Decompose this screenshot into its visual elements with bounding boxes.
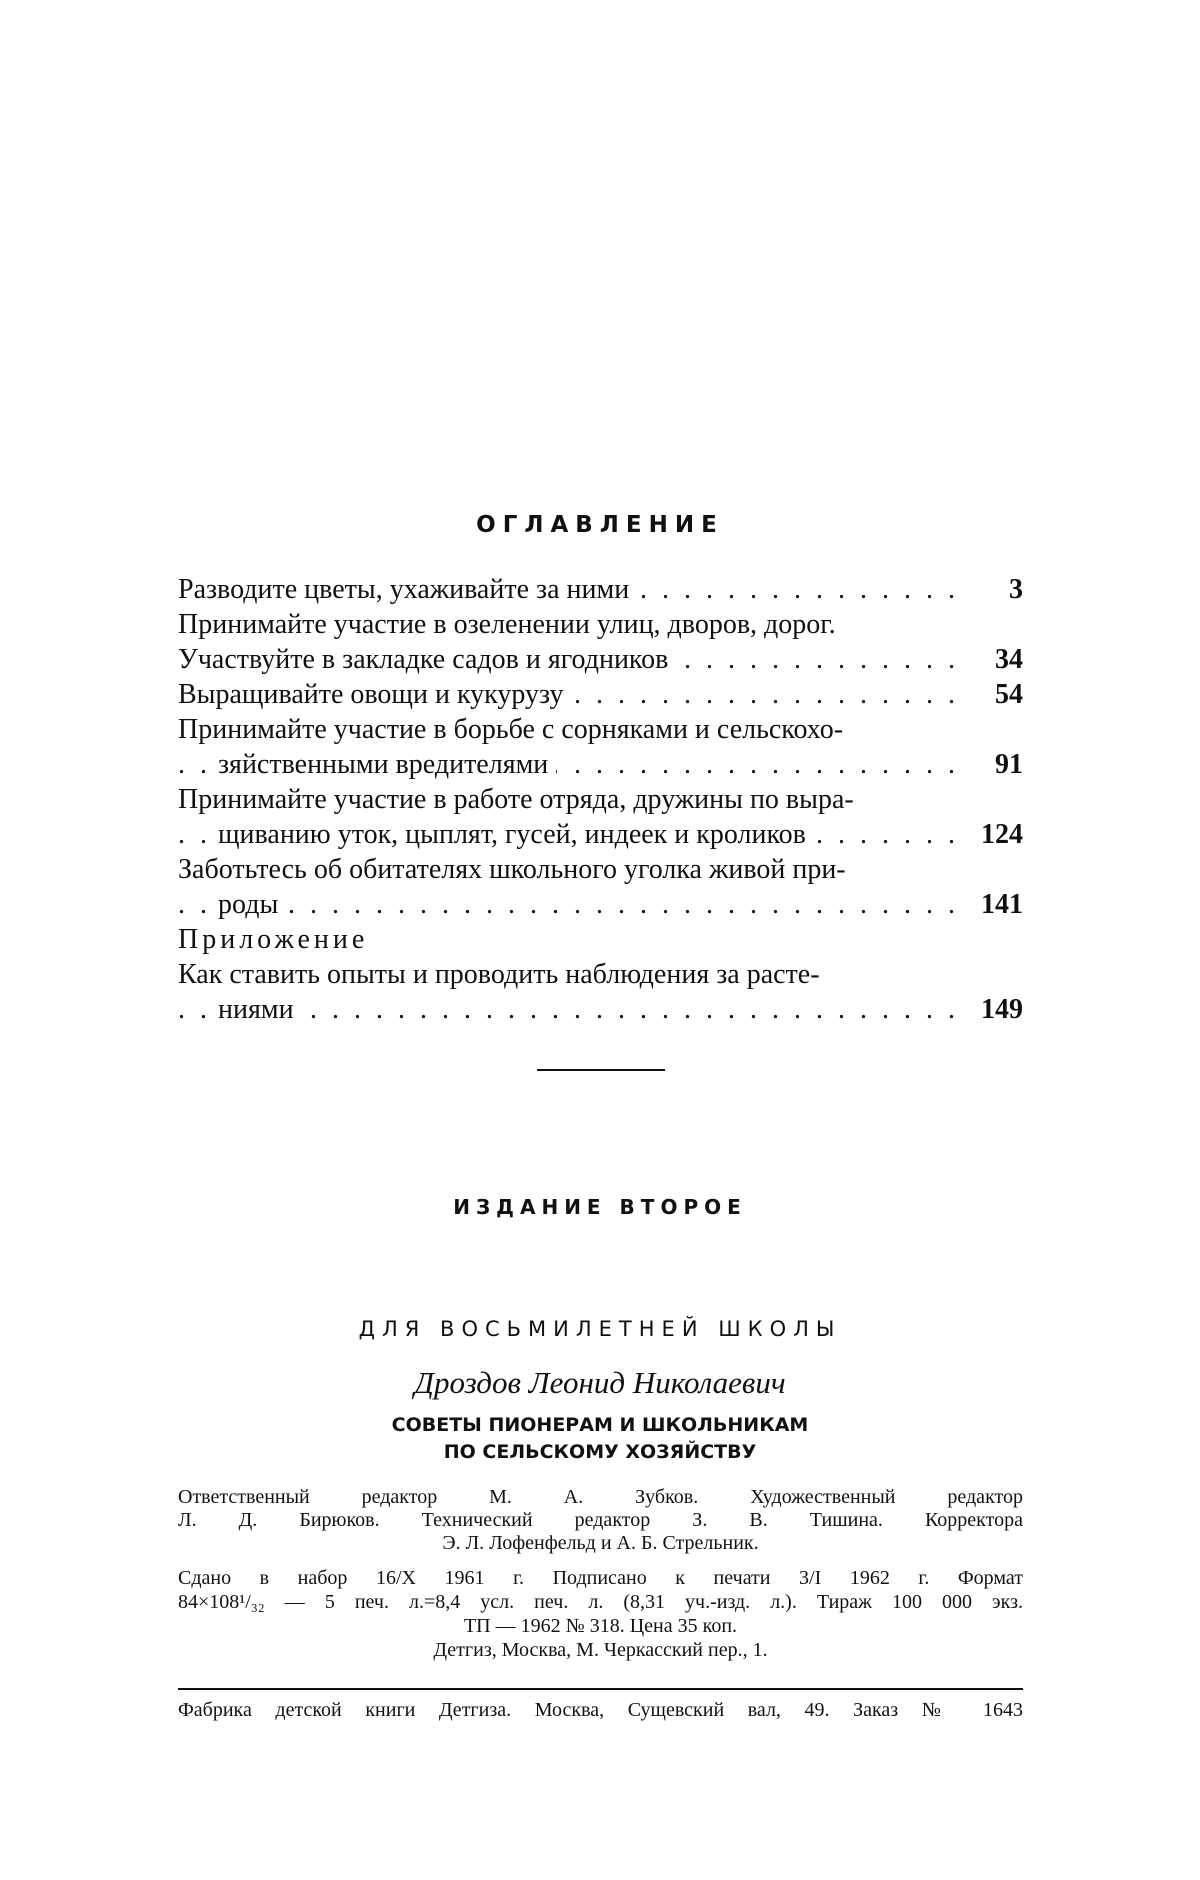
toc-entry-title: ниями (218, 994, 302, 1025)
toc-entry (178, 852, 1023, 887)
toc-entry-title: роды (218, 889, 286, 920)
toc-entry-title: Заботьтесь об обитателях школьного уголка живой при- (178, 854, 854, 885)
credits-line: Л. Д. Бирюков. Технический редактор З. В. Тишина. Корректора (178, 1509, 1023, 1531)
imprint-line: ТП — 1962 № 318. Цена 35 коп. (463, 1615, 738, 1637)
toc-entry (178, 677, 1023, 712)
toc-entry-title: щиванию уток, цыплят, гусей, индеек и кроликов (218, 819, 814, 850)
toc-entry (178, 642, 1023, 677)
divider (178, 1688, 1023, 1690)
toc-heading: ОГЛАВЛЕНИЕ (476, 512, 724, 538)
edition-label: ИЗДАНИЕ ВТОРОЕ (453, 1195, 747, 1219)
toc-entry-title: Разводите цветы, ухаживайте за ними (178, 574, 637, 605)
toc-entry-title: Приложение (178, 924, 376, 955)
toc-entry-title: Участвуйте в закладке садов и ягодников (178, 644, 676, 675)
toc-entry-page: 91 (971, 747, 1023, 782)
book-title: СОВЕТЫ ПИОНЕРАМ И ШКОЛЬНИКАМ (391, 1414, 809, 1436)
toc-entry-page: 34 (971, 642, 1023, 677)
toc-entry-title: Как ставить опыты и проводить наблюдения за расте- (178, 959, 828, 990)
toc-entry (178, 747, 1023, 782)
toc-entry (178, 992, 1023, 1027)
toc-appendix-heading (178, 922, 1023, 957)
printer-line: Фабрика детской книги Детгиза. Москва, Сущевский вал, 49. Заказ № 1643 (178, 1699, 1023, 1721)
toc-entry-title: зяйственными вредителями (218, 749, 556, 780)
toc-entry-page: 124 (971, 817, 1023, 852)
author-name: Дроздов Леонид Николаевич (414, 1365, 786, 1400)
imprint-line: Детгиз, Москва, М. Черкасский пер., 1. (433, 1639, 768, 1661)
editor-credits (178, 1486, 1023, 1555)
imprint-line: 84×108¹/₃₂ — 5 печ. л.=8,4 усл. печ. л. (8,31 уч.-изд. л.). Тираж 100 000 экз. (178, 1591, 1023, 1613)
toc-entry (178, 712, 1023, 747)
toc-entry-page: 54 (971, 677, 1023, 712)
imprint-line: Сдано в набор 16/X 1961 г. Подписано к печати 3/I 1962 г. Формат (178, 1567, 1023, 1589)
toc-entry (178, 887, 1023, 922)
toc-entry (178, 607, 1023, 642)
credits-line: Ответственный редактор М. А. Зубков. Художественный редактор (178, 1486, 1023, 1508)
toc-entry-page: 149 (971, 992, 1023, 1027)
toc-entry (178, 957, 1023, 992)
toc-entry-title: Принимайте участие в борьбе с сорняками и сельскохо- (178, 714, 851, 745)
toc-entry (178, 782, 1023, 817)
table-of-contents (178, 572, 1023, 1027)
toc-entry-title: Принимайте участие в озеленении улиц, дворов, дорог. (178, 609, 844, 640)
school-label: ДЛЯ ВОСЬМИЛЕТНЕЙ ШКОЛЫ (358, 1317, 842, 1341)
book-title-cont: ПО СЕЛЬСКОМУ ХОЗЯЙСТВУ (443, 1441, 757, 1463)
toc-entry (178, 817, 1023, 852)
toc-entry-title: Выращивайте овощи и кукурузу (178, 679, 571, 710)
toc-entry-title: Принимайте участие в работе отряда, дружины по выра- (178, 784, 862, 815)
toc-entry (178, 572, 1023, 607)
credits-line: Э. Л. Лофенфельд и А. Б. Стрельник. (442, 1532, 759, 1554)
print-imprint (178, 1566, 1023, 1662)
toc-entry-page: 3 (971, 572, 1023, 607)
divider (537, 1069, 665, 1071)
toc-entry-page: 141 (971, 887, 1023, 922)
